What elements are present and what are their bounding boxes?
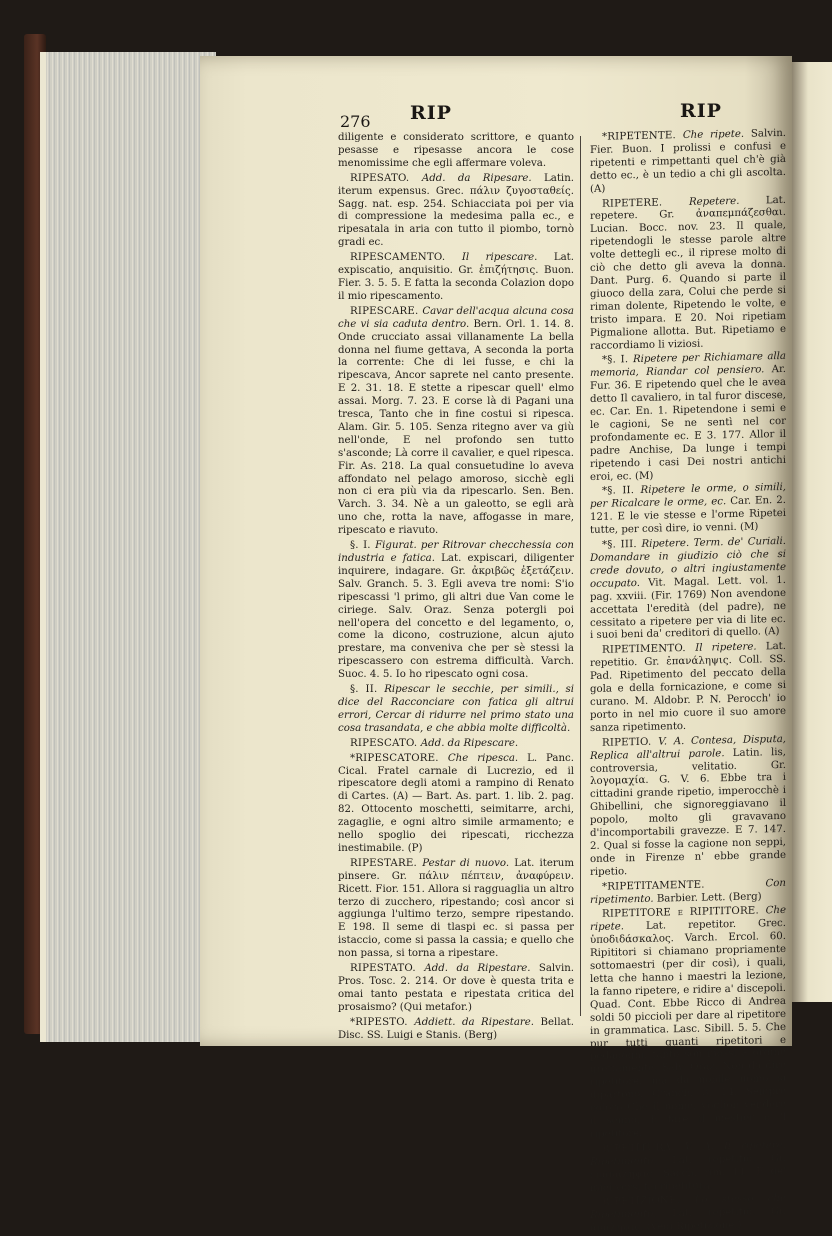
entry-definition: Add. da Ripesare. bbox=[421, 172, 544, 184]
dictionary-entry bbox=[338, 684, 574, 736]
left-running-header: RIP bbox=[410, 102, 452, 124]
entry-citations: Bern. Orl. 1. 14. 8. Onde crucciato assai villanamente La bella donna nel fiume gettava, A seconda la porta la corrente: Che di lei fusse, e chi la ripescava, Ancor saprete nel canto presente. E 2. 31. 18. E stette a ripescar quell' elmo assai. Morg. 7. 23. E corse là di Pagani una tresca, Tanto che in fine costui si ripesca. Alam. Gir. 5. 105. Senza ritegno aver va giù nell'onde, E nel profondo sen tutto s'asconde; Là corre il cavalier, e quel ripesca. Fir. As. 218. La qual consuetudine lo aveva affondato nel pelago amoroso, sicchè egli non ci era più via da ripescarlo. Sen. Ben. Varch. 3. 34. Nè a un galeotto, se egli arà uno che, rotta la nave, affogasse in mare, ripescato e riavuto. bbox=[338, 318, 574, 537]
entry-definition: Ripetere. Term. de' Curiali. Domandare in giudizio ciò che si crede dovuto, o altri ingiustamente occupato. bbox=[590, 535, 787, 590]
dictionary-entry bbox=[338, 540, 574, 682]
entry-headword: RIPETERE. bbox=[602, 196, 689, 210]
column-rule bbox=[580, 136, 581, 1016]
entry-definition: Che ripete. bbox=[590, 905, 786, 934]
entry-citations: L. Panc. Cical. Fratel carnale di Lucrezio, ed il ripescatore degli atomi a rampino di Renato di Cartes. (A) — Bart. As. part. 1. lib. 2. pag. 82. Ottocento moschetti, seimitarre, archi, zagaglie, e ogni altro simile armamento; e nello spoglio dei ripescati, ricchezza inestimabile. (P) bbox=[338, 752, 574, 854]
entry-definition: Ripetere le orme, o simili, per Ricalcare le orme, ec. bbox=[590, 482, 787, 511]
next-page-edge bbox=[792, 62, 832, 1002]
entry-citations: Barbier. Lett. (Berg) bbox=[656, 890, 762, 905]
entry-definition: V. A. Il ripetere, Ripetimento. bbox=[590, 1139, 786, 1168]
entry-headword: RIPESCARE. bbox=[350, 305, 423, 317]
entry-headword: *RIPESTO. bbox=[350, 1016, 415, 1028]
entry-definition: Figurat. per Ritrovar checchessia con industria e fatica. bbox=[338, 540, 574, 564]
dictionary-entry bbox=[590, 905, 786, 1141]
entry-definition: Lo stesso che Ripetimento. bbox=[590, 1193, 786, 1222]
right-column bbox=[590, 127, 787, 1235]
entry-citations: Lat. repetitio. Gr. ἐπανάληψις. Sacch. rim. 11. E de' miei versi fai ripetitura. bbox=[590, 1152, 786, 1194]
dictionary-entry bbox=[590, 878, 786, 908]
entry-citations: Lat. repetitio. Gr. ἀνάληψις. (Vedi Ripetizione.) bbox=[590, 1206, 786, 1235]
entry-citations: Salvin. Fier. Buon. I prolissi e confusi e ripetenti e rimpettanti quel ch'è già detto ec., è un tedio a chi gli ascolta. (A) bbox=[590, 127, 787, 195]
entry-definition: Add. da Ripestare. bbox=[424, 963, 539, 975]
entry-headword: RIPETIZIONE. bbox=[602, 1195, 695, 1209]
entry-headword: RIPESCATO. bbox=[350, 737, 421, 749]
entry-headword: *RIPESCATORE. bbox=[350, 752, 448, 764]
dictionary-entry bbox=[338, 963, 574, 1015]
entry-headword: RIPETITURA. bbox=[602, 1141, 685, 1155]
entry-citations: Lat. expiscatio, anquisitio. Gr. ἐπιζήτησις. Buon. Fier. 3. 5. 5. E fatta la seconda Colazion dopo il mio ripescamento. bbox=[338, 252, 574, 302]
dictionary-entry bbox=[590, 128, 786, 197]
dictionary-entry bbox=[338, 753, 574, 856]
entry-headword: *RIPETENTE. bbox=[602, 130, 683, 143]
entry-citations: Lat. repetitio. Gr. ἐπανάληψις. Coll. SS. Pad. Ripetimento del peccato della gola e della fornicazione, e come si curano. M. Aldobr. P. N. Perocch' io porto in nel mio cuore il suo amore sanza ripetimento. bbox=[590, 641, 786, 734]
dictionary-entry bbox=[338, 252, 574, 304]
entry-citations: diligente e considerato scrittore, e quanto pesasse e ripesasse ancora le cose menomissime che egli affermare voleva. bbox=[338, 132, 574, 169]
dictionary-entry bbox=[590, 641, 786, 735]
entry-definition: Add. da Ripescare. bbox=[420, 737, 519, 749]
entry-headword: §. II. bbox=[350, 684, 385, 696]
entry-definition: Cavar dell'acqua alcuna cosa che vi sia caduta dentro. bbox=[338, 305, 574, 330]
entry-citations: Lat. iterum pinsere. Gr. πάλιν πέπτειν, ἀναφύρειν. Ricett. Fior. 151. Allora si ragguaglia un altro terzo di zucchero, ripestando; così ancor si aggiunga l'ultimo terzo, sempre ripestando. E 198. Il seme di tlaspi ec. si passa per istaccio, come si passa la cassia; e quello che non passa, si torna a ripestare. bbox=[338, 857, 574, 960]
entry-citations: Lat. expiscari, diligenter inquirere, indagare. Gr. ἀκριβῶς ἐξετάζειν. Salv. Granch. 5. 3. Egli aveva tre nomi: S'io ripescassi 'l primo, gli altri due Van come le ciriege. Salv. Oraz. Senza potergli poi nell'opera del concetto e del legamento, o, come la dicono, costruzione, alcun ajuto prestare, ma conveniva che per sè stessi la ripescassero con estrema difficultà. Varch. Suoc. 4. 5. Io ho ripescato ogni cosa. bbox=[338, 553, 574, 681]
entry-citations: Latin. iterum expensus. Grec. πάλιν ζυγοσταθείς. Sagg. nat. esp. 254. Schiacciata poi per via di compressione la medesima palla ec., e ripesatala in aria con tutto il piombo, tornò gradi ec. bbox=[338, 172, 574, 249]
entry-definition: Ripescar le secchie, per simili., si dice del Racconciare con fatica gli altrui errori, Cercar di ridurre nel primo stato una cosa trasandata, e che abbia molte difficoltà. bbox=[338, 684, 574, 734]
page-number: 276 bbox=[340, 112, 371, 131]
dictionary-entry bbox=[338, 132, 574, 171]
entry-citations: Lat. repetere. Gr. ἀναπεμπάζεσθαι. Lucian. Bocc. nov. 23. Il quale, ripetendogli le stesse parole altre volte dettegli ec., il riprese molto di ciò che detto gli aveva la donna. Dant. Purg. 6. Quando si parte il giuoco della zara, Colui che perde si riman dolente, Ripetendo le volte, e tristo impara. E 20. Noi ripetiam Pigmalione allotta. But. Ripetiamo e raccordiamo li viziosi. bbox=[590, 194, 786, 352]
entry-headword: RIPETIO. bbox=[602, 736, 659, 749]
entry-headword: *RIPETITAMENTE. bbox=[602, 877, 766, 893]
dictionary-entry bbox=[590, 734, 786, 880]
entry-headword: *§. II. bbox=[602, 485, 641, 498]
entry-definition: V. A. Contesa, Disputa, Replica all'altrui parole. bbox=[590, 733, 786, 762]
entry-definition: Con ripetimento. bbox=[590, 877, 786, 906]
entry-definition: Addiett. da Ripestare. bbox=[414, 1016, 541, 1028]
entry-citations: Car. En. 2. 121. E le vie stesse e l'orme Ripetei tutte, per così dire, io venni. (M) bbox=[590, 495, 786, 537]
entry-headword: *§. I. bbox=[602, 354, 633, 367]
dictionary-entry bbox=[590, 351, 786, 484]
entry-citations: Vit. Magal. Lett. vol. 1. pag. xxviii. (Fir. 1769) Non avendone accettata l'eredità (del padre), ne cessitato a ripetere per via di lite ec. i suoi beni da' creditori di quello. (A) bbox=[590, 574, 786, 642]
entry-definition: Che ripete. bbox=[682, 128, 751, 142]
dictionary-entry bbox=[338, 306, 574, 538]
entry-citations: Bellat. Disc. SS. Luigi e Stanis. (Berg) bbox=[338, 1016, 574, 1041]
left-column bbox=[338, 132, 574, 1045]
dictionary-entry bbox=[338, 173, 574, 250]
entry-citations: Latin. lis, controversia, velitatio. Gr. λογομαχία. G. V. 6. Ebbe tra i cittadini grande ripetio, imperocchè i Ghibellini, che signoreggiavano il popolo, molto gli gravavano d'incomportabili gravezze. E 7. 147. 2. Qual si fosse la cagione non seppi, onde in Firenze n' ebbe grande ripetio. bbox=[590, 746, 786, 878]
page-edges bbox=[40, 52, 216, 1042]
entry-headword: RIPESCAMENTO. bbox=[350, 252, 462, 264]
entry-definition: Che ripesca. bbox=[447, 752, 528, 764]
entry-headword: RIPESATO. bbox=[350, 172, 422, 184]
entry-headword: §. I. bbox=[350, 540, 376, 552]
entry-headword: RIPETIMENTO. bbox=[602, 643, 696, 657]
dictionary-entry bbox=[590, 194, 786, 353]
right-running-header: RIP bbox=[680, 100, 722, 122]
dictionary-entry bbox=[338, 738, 574, 751]
dictionary-entry bbox=[590, 1193, 786, 1236]
entry-citations: Ar. Fur. 36. E ripetendo quel che le avea detto Il cavaliero, in tal furor discese, ec. Car. En. 1. Ripetendone i semi e le cagioni, Se ne sentì nel cor profondamente ec. E 3. 177. Allor il padre Anchise, Da lunge i tempi ripetendo i casi Dei nostri antichi eroi, ec. (M) bbox=[590, 364, 786, 483]
entry-citations: Salvin. Pros. Tosc. 2. 214. Or dove è questa trita e omai tanto pestata e ripestata critica del prosaismo? (Qui metafor.) bbox=[338, 963, 574, 1013]
dictionary-entry bbox=[590, 482, 786, 538]
entry-headword: RIPESTATO. bbox=[350, 963, 425, 975]
entry-headword: RIPESTARE. bbox=[350, 857, 423, 869]
entry-definition: Il ripetere. bbox=[695, 641, 766, 655]
dictionary-entry bbox=[338, 1017, 574, 1043]
dictionary-entry bbox=[590, 1140, 786, 1196]
entry-definition: Il ripescare. bbox=[461, 252, 554, 264]
entry-definition: Ripetere per Richiamare alla memoria, Riandar col pensiero. bbox=[590, 351, 786, 380]
entry-definition: Repetere. bbox=[688, 194, 766, 208]
dictionary-entry bbox=[590, 536, 786, 643]
entry-definition: Pestar di nuovo. bbox=[422, 857, 515, 869]
dictionary-entry bbox=[338, 858, 574, 961]
entry-citations: Lat. repetitor. Grec. ὑποδιδάσκαλος. Varch. Ercol. 60. Ripititori si chiamano propriamente sottomaestri (per dir così), i quali, letta che hanno i maestri la lezione, la fanno ripetere, e ridire a' discepoli. Quad. Cont. Ebbe Ricco di Andrea soldi 50 piccioli per dare al ripetitore in grammatica. Lasc. Sibill. 5. 5. Che pur tutti quanti ripetitori e pedagoghi, tanto son messi a ordine grettamente. Salv. Oraz. Non da dire ripetitore, ma da nobile uomo si dipartono. Granch. 3. 14. Sempre coloro Che il nome, voglion vendere il senno, E fare il mestier e 'l ripetitore. bbox=[590, 918, 786, 1140]
entry-headword: RIPETITORE e RIPITITORE. bbox=[602, 905, 766, 921]
entry-headword: *§. III. bbox=[602, 539, 642, 551]
